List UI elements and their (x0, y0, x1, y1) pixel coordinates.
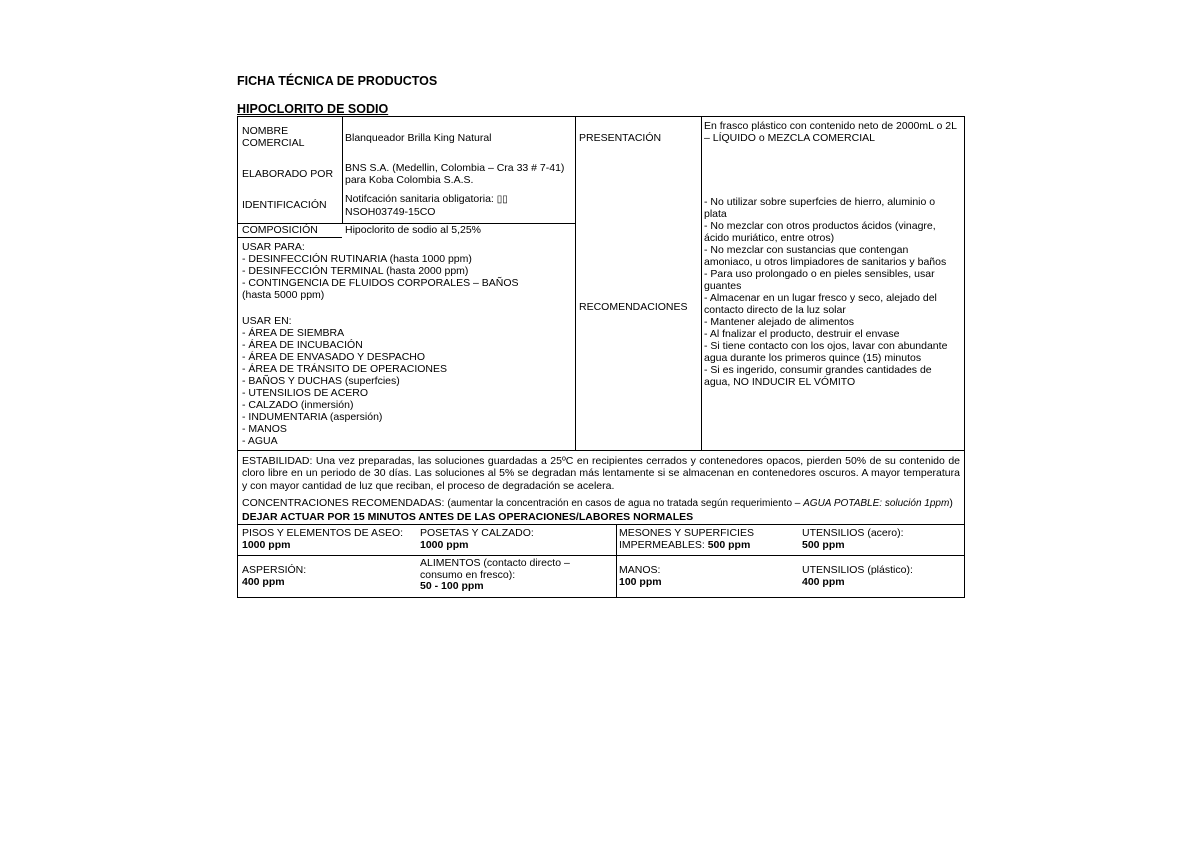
list-item: - MANOS (242, 423, 287, 435)
usar-para-heading: USAR PARA: (242, 241, 305, 253)
list-item: - CONTINGENCIA DE FLUIDOS CORPORALES – BAÑOS (242, 277, 519, 289)
divider (701, 117, 702, 451)
list-item: - Si es ingerido, consumir grandes cantidades de agua, NO INDUCIR EL VÓMITO (704, 364, 932, 388)
concentraciones-instruction: DEJAR ACTUAR POR 15 MINUTOS ANTES DE LAS OPERACIONES/LABORES NORMALES (242, 510, 694, 523)
divider (575, 117, 576, 451)
elaborado-value: BNS S.A. (Medellin, Colombia – Cra 33 # 7-41) para Koba Colombia S.A.S. (345, 162, 565, 186)
usar-en-heading: USAR EN: (242, 315, 292, 327)
list-item: - Mantener alejado de alimentos (704, 316, 855, 328)
divider (238, 555, 964, 556)
divider (238, 524, 964, 525)
list-item: - No mezclar con otros productos ácidos (vinagre, ácido muriático, entre otros) (704, 220, 936, 244)
dosis-utensilios-acero: UTENSILIOS (acero): 500 ppm (802, 527, 904, 551)
list-item: (hasta 5000 ppm) (242, 289, 325, 301)
list-item: - Para uso prolongado o en pieles sensibles, usar guantes (704, 268, 935, 292)
list-item: - No mezclar con sustancias que contengan amoniaco, u otros limpiadores de sanitarios y baños (704, 244, 947, 268)
identificacion-text: Notifcación sanitaria obligatoria: (345, 193, 497, 205)
concentraciones-note-italic: AGUA POTABLE: solución 1ppm (803, 498, 950, 509)
concentraciones-label: CONCENTRACIONES RECOMENDADAS: (242, 497, 448, 509)
dosis-alimentos: ALIMENTOS (contacto directo – consumo en fresco): 50 - 100 ppm (420, 557, 570, 592)
dosis-posetas: POSETAS Y CALZADO: 1000 ppm (420, 527, 534, 551)
list-item: - No utilizar sobre superfcies de hierro, aluminio o plata (704, 196, 936, 220)
concentraciones-note: (aumentar la concentración en casos de agua no tratada según requerimiento – (447, 498, 804, 509)
dosis-utensilios-plastico: UTENSILIOS (plástico): 400 ppm (802, 564, 913, 588)
divider (238, 237, 342, 238)
composicion-value: Hipoclorito de sodio al 5,25% (345, 224, 481, 236)
nombre-value: Blanqueador Brilla King Natural (345, 132, 492, 144)
dosis-mesones: MESONES Y SUPERFICIES IMPERMEABLES: 500 ppm (619, 527, 754, 551)
usar-en-section (242, 315, 572, 447)
product-info-table (237, 116, 965, 451)
identificacion-label: IDENTIFICACIÓN (242, 199, 327, 211)
list-item: - ÁREA DE ENVASADO Y DESPACHO (242, 351, 426, 363)
identificacion-value (345, 193, 573, 218)
document-title: FICHA TÉCNICA DE PRODUCTOS (237, 74, 438, 88)
recomendaciones-list (704, 196, 958, 388)
list-item: - AGUA (242, 435, 278, 447)
divider (342, 117, 343, 223)
composicion-label: COMPOSICIÓN (242, 224, 318, 236)
list-item: - ÁREA DE TRÁNSITO DE OPERACIONES (242, 363, 447, 375)
concentraciones-note-close: ) (949, 497, 953, 509)
list-item: - Almacenar en un lugar fresco y seco, alejado del contacto directo de la luz solar (704, 292, 937, 316)
estabilidad-text: ESTABILIDAD: Una vez preparadas, las soluciones guardadas a 25ºC en recipientes cerrados y contenedores opacos, pierden 50% de su contenido de cloro libre en un periodo de 30 días. Las soluciones al 5% se degradan más lentamente si se almacenan en contenedores oscuros. A mayor temperatura y con mayor cantidad de luz que reciban, el proceso de degradación se acelera. (242, 455, 960, 492)
product-name: HIPOCLORITO DE SODIO (237, 102, 389, 116)
concentraciones-text (242, 497, 960, 523)
recomendaciones-label: RECOMENDACIONES (579, 301, 688, 313)
list-item: - Al fnalizar el producto, destruir el envase (704, 328, 900, 340)
list-item: - ÁREA DE SIEMBRA (242, 327, 345, 339)
list-item: - ÁREA DE INCUBACIÓN (242, 339, 363, 351)
box-icon: ▯▯ (496, 194, 508, 205)
elaborado-label: ELABORADO POR (242, 168, 334, 180)
list-item: - DESINFECCIÓN RUTINARIA (hasta 1000 ppm) (242, 253, 472, 265)
list-item: - CALZADO (inmersión) (242, 399, 354, 411)
usar-para-section (242, 241, 572, 301)
list-item: - DESINFECCIÓN TERMINAL (hasta 2000 ppm) (242, 265, 469, 277)
list-item: - UTENSILIOS DE ACERO (242, 387, 369, 399)
dosis-manos: MANOS: 100 ppm (619, 564, 662, 588)
divider (616, 524, 617, 597)
nombre-label: NOMBRE COMERCIAL (242, 125, 305, 149)
list-item: - INDUMENTARIA (aspersión) (242, 411, 383, 423)
dosis-pisos: PISOS Y ELEMENTOS DE ASEO: 1000 ppm (242, 527, 404, 551)
identificacion-code: NSOH03749-15CO (345, 206, 436, 218)
stability-and-dosage-block (237, 451, 965, 598)
dosis-aspersion: ASPERSIÓN: 400 ppm (242, 564, 307, 588)
list-item: - Si tiene contacto con los ojos, lavar con abundante agua durante los primeros quince (15) minutos (704, 340, 948, 364)
list-item: - BAÑOS Y DUCHAS (superfcies) (242, 375, 400, 387)
presentacion-value: En frasco plástico con contenido neto de 2000mL o 2L – LÍQUIDO o MEZCLA COMERCIAL (704, 120, 957, 144)
presentacion-label: PRESENTACIÓN (579, 132, 662, 144)
